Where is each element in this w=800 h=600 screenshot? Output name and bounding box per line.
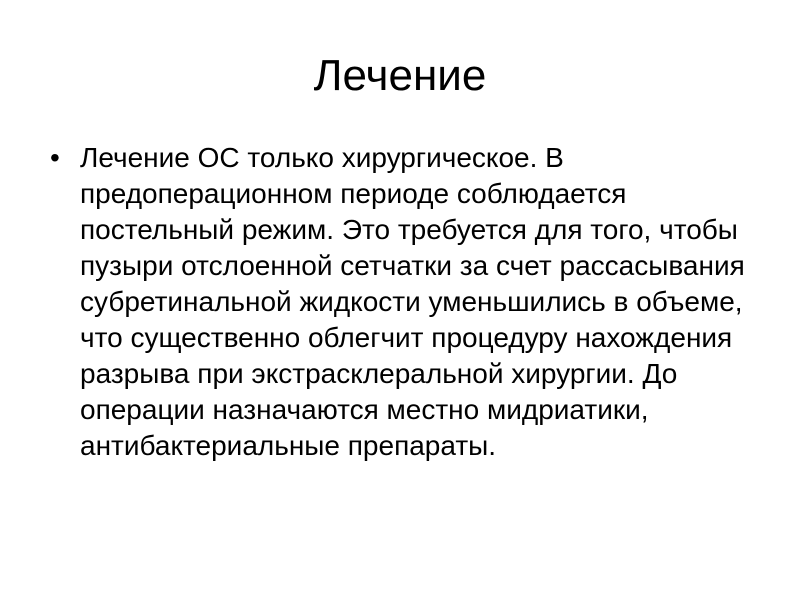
bullet-text: Лечение ОС только хирургическое. В предоперационном периоде соблюдается постельный режим. Это требуется для того, чтобы пузыри отслоенной сетчатки за счет рассасывания субретинальной жидкости уменьшились в объеме, что существенно облегчит процедуру нахождения разрыва при экстрасклеральной хирургии. До операции назначаются местно мидриатики, антибактериальные препараты.	[80, 142, 745, 461]
list-item	[50, 140, 780, 464]
slide-title: Лечение	[313, 51, 487, 100]
bullet-list	[50, 140, 780, 464]
bullet-icon: •	[50, 142, 60, 173]
